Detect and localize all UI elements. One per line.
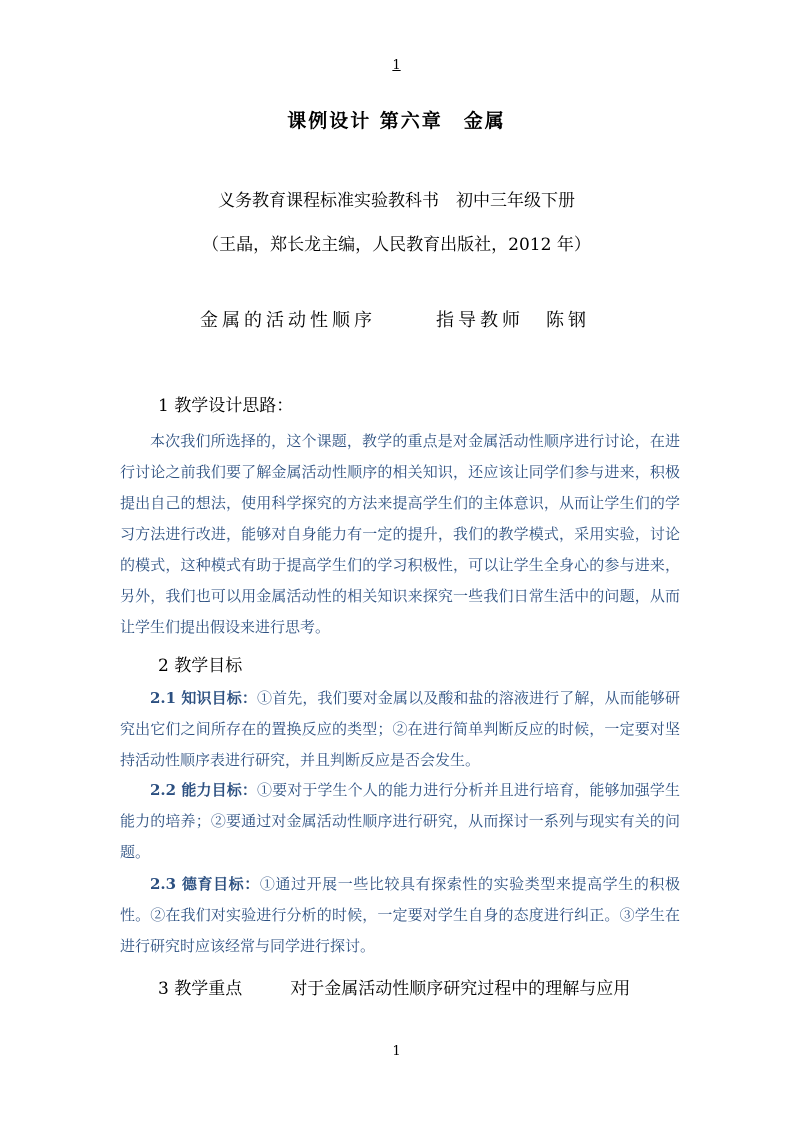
- footer-page-number: 1: [392, 1044, 401, 1059]
- objective-label: 2.2 能力目标：: [150, 781, 257, 799]
- objective-text: ①首先，我们要对金属以及酸和盐的溶液进行了解，从而能够研究出它们之间所存在的置换反应的类型；②在进行简单判断反应的时候，一定要对坚持活动性顺序表进行研究，并且判断反应是否会发生。: [120, 689, 680, 769]
- section-3-text: 对于金属活动性顺序研究过程中的理解与应用: [290, 979, 631, 999]
- page-title: 课例设计 第六章 金属: [287, 110, 506, 132]
- section-2-heading: 2 教学目标: [158, 656, 243, 676]
- objective-ability: [120, 775, 680, 868]
- section-1-heading: 1 教学设计思路：: [158, 396, 294, 416]
- objective-text: ①要对于学生个人的能力进行分析并且进行培育，能够加强学生能力的培养；②要通过对金属活动性顺序进行研究，从而探讨一系列与现实有关的问题。: [120, 781, 680, 861]
- objective-moral: [120, 869, 680, 962]
- objective-knowledge: [120, 683, 680, 776]
- section-3-line: [158, 974, 630, 999]
- lesson-teacher: 指导教师 陈钢: [436, 310, 590, 331]
- lesson-line: [200, 306, 590, 332]
- section-1-body: 本次我们所选择的，这个课题，教学的重点是对金属活动性顺序进行讨论，在进行讨论之前我们要了解金属活动性顺序的相关知识，还应该让同学们参与进来，积极提出自己的想法，使用科学探究的方法来提高学生们的主体意识，从而让学生们的学习方法进行改进，能够对自身能力有一定的提升，我们的教学模式，采用实验，讨论的模式，这种模式有助于提高学生们的学习积极性，可以让学生全身心的参与进来，另外，我们也可以用金属活动性的相关知识来探究一些我们日常生活中的问题，从而让学生们提出假设来进行思考。: [120, 432, 680, 636]
- objective-text: ①通过开展一些比较具有探索性的实验类型来提高学生的积极性。②在我们对实验进行分析的时候，一定要对学生自身的态度进行纠正。③学生在进行研究时应该经常与同学进行探讨。: [120, 875, 680, 955]
- publisher-line: （王晶，郑长龙主编，人民教育出版社，2012 年）: [202, 235, 591, 255]
- textbook-subtitle: 义务教育课程标准实验教科书 初中三年级下册: [218, 191, 575, 211]
- objective-label: 2.1 知识目标：: [150, 689, 257, 707]
- section-3-heading: 3 教学重点: [158, 979, 243, 999]
- objective-label: 2.3 德育目标：: [150, 875, 260, 893]
- lesson-topic: 金属的活动性顺序: [200, 310, 376, 331]
- header-page-number: 1: [392, 58, 401, 73]
